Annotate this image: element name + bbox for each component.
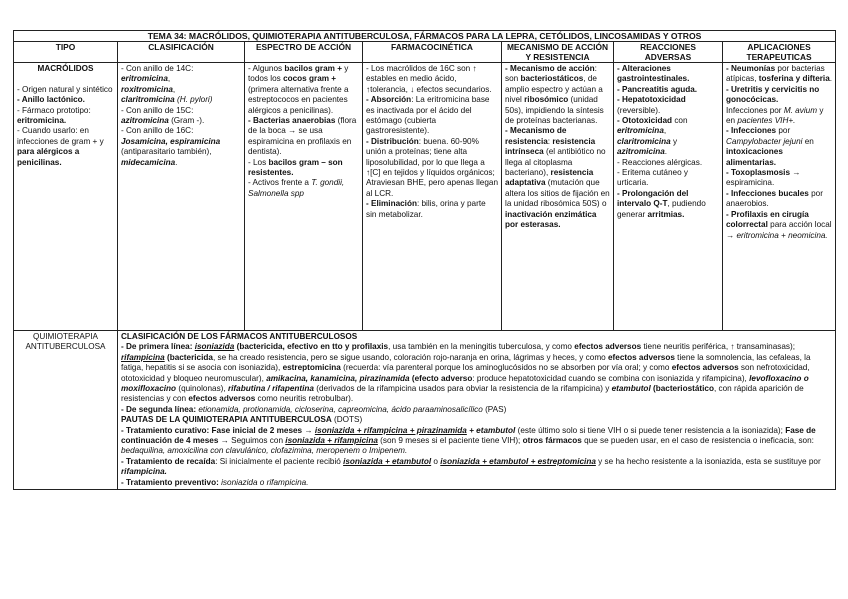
esp-italic: T. gondii, Salmonella spp <box>248 178 345 198</box>
page-title: TEMA 34: MACRÓLIDOS, QUIMIOTERAPIA ANTITUBERCULOSA, FÁRMACOS PARA LA LEPRA, CETÓLIDOS, LINCOSAMIDAS Y OTROS <box>14 31 836 42</box>
tb-tratamiento-preventivo <box>121 478 832 488</box>
cell-aplicaciones-macrolidos: - Neumonías por bacterias atípicas, tosferina y difteria. - Uretritis y cervicitis no gonocócicas. Infecciones por M. avium y en pacientes VIH+. - Infecciones por Campylobacter jejuni en intoxicaciones alimentarias. - Toxoplasmosis → espiramicina. - Infecciones bucales por anaerobios. - Profilaxis en cirugía colorrectal para acción local → eritromicina + neomicina. <box>723 63 836 331</box>
apl-text: por anaerobios. <box>726 188 823 209</box>
esp-text: (flora de la boca → se usa espiramicina en profilaxis en dentista). <box>248 116 357 157</box>
drug-name: isoniazida o rifampicina. <box>221 477 309 487</box>
esp-bold: bacilos gram <box>268 157 319 167</box>
drug-name: + etambutol <box>469 425 516 435</box>
cell-tipo-macrolidos <box>14 63 118 331</box>
tb-bold: tto y profilaxis <box>332 342 389 352</box>
apl-bold: - Uretritis y cervicitis no gonocócicas. <box>726 84 820 105</box>
reac-bold: - Ototoxicidad <box>617 116 673 126</box>
apl-bold: - Profilaxis en cirugía colorrectal <box>726 209 809 230</box>
tb-text: : produce hepatotoxicidad cuando se combina con isoniazida y rifampicina), <box>472 373 747 383</box>
tipo-line: - Fármaco prototipo: <box>17 105 91 115</box>
farm-bold: - Absorción <box>366 95 412 105</box>
esp-text: - Activos frente a <box>248 178 309 188</box>
reac-line: - Eritema cutáneo y urticaria. <box>617 168 688 188</box>
header-espectro: ESPECTRO DE ACCIÓN <box>245 42 363 63</box>
apl-text: y en <box>726 105 824 126</box>
tipo-line: - Anillo lactónico. <box>17 95 85 105</box>
tb-tratamiento-recaida <box>121 457 832 478</box>
drug-name: rifabutina / rifapentina <box>227 384 314 394</box>
tb-heading: PAUTAS DE LA QUIMIOTERAPIA ANTITUBERCULOSA <box>121 415 332 425</box>
mec-bold: bacteriostáticos <box>520 74 584 84</box>
tb-text: tiene neuritis periférica, ↑ transaminasas); <box>643 342 795 352</box>
mec-bold: resistencia intrínseca <box>505 136 596 157</box>
clas-line: - Con anillo de 15C: <box>121 105 194 115</box>
summary-table <box>13 30 836 490</box>
drug-name: azitromicina <box>617 147 665 157</box>
tb-bold: (bactericida, efectivo en <box>236 342 330 352</box>
mec-bold: resistencia adaptativa <box>505 168 594 188</box>
esp-bold: bacilos gram + <box>284 64 342 73</box>
tipo-prototype: eritromicina. <box>17 116 67 126</box>
drug-name: Josamicina, espiramicina <box>121 136 221 146</box>
header-reacciones: REACCIONES ADVERSAS <box>614 42 723 63</box>
tb-bold: (bacteriostático <box>653 384 714 394</box>
esp-bold: - Bacterias anaerobias <box>248 116 336 126</box>
cell-clasificacion-macrolidos: - Con anillo de 14C: eritromicina, roxitromicina, claritromicina (H. pylori) - Con anillo de 15C: azitromicina (Gram -). - Con anillo de 16C: Josamicina, espiramicina (antiparasitario también), midecamicina. <box>118 63 245 331</box>
tb-heading: CLASIFICACIÓN DE LOS FÁRMACOS ANTITUBERCULOSOS <box>121 332 358 341</box>
header-clasificacion: CLASIFICACIÓN <box>118 42 245 63</box>
header-farmacocinetica: FARMACOCINÉTICA <box>363 42 502 63</box>
reac-bold: - Prolongación del intervalo Q-T <box>617 188 689 209</box>
tb-label: - Tratamiento curativo: Fase inicial de 2 meses → <box>121 425 313 435</box>
tb-text: o <box>433 456 438 466</box>
drug-name: etambutol <box>611 384 651 394</box>
reac-line: - Reacciones alérgicas. <box>617 157 703 167</box>
tb-text: como neuritis retrobulbar). <box>257 394 354 404</box>
tb-text: tiene la somnolencia, las cefaleas, la fatiga, hepatitis si se asocia con isoniazida), <box>121 352 811 373</box>
apl-text: en <box>804 136 814 146</box>
clas-note: (antiparasitario también), <box>121 147 212 157</box>
tb-text: : Si inicialmente el paciente recibió <box>215 456 341 466</box>
tb-tratamiento-curativo <box>121 426 832 457</box>
apl-text: por <box>778 126 791 136</box>
tb-text: (recuerda: vía parenteral porque los aminoglucósidos no se absorben por vía oral; y como <box>343 363 670 373</box>
drug-name: isoniazida <box>194 342 235 352</box>
clas-line: - Con anillo de 16C: <box>121 126 194 136</box>
mec-text: , de amplio espectro y actúan a nivel <box>505 74 603 105</box>
table-row-antituberculosa <box>14 331 836 490</box>
apl-bold: - Infecciones bucales <box>726 188 809 198</box>
drug-name: etionamida, protionamida, cicloserina, capreomicina, ácido paraaminosalicílico <box>198 404 483 414</box>
tb-text: , con rápida aparición de resistencias y con <box>121 384 804 404</box>
esp-text: y todos los <box>248 64 349 84</box>
tb-text: y se ha hecho resistente a la isoniazida, esta se sustituye por <box>598 456 821 466</box>
tb-text: (son 9 meses si el paciente tiene VIH); <box>380 436 521 446</box>
tipo-line: - Cuando usarlo: en infecciones de gram + y <box>17 126 104 146</box>
header-mecanismo: MECANISMO DE ACCIÓN Y RESISTENCIA <box>502 42 614 63</box>
drug-name: eritromicina <box>121 74 168 84</box>
tb-bold: efectos adversos <box>188 394 256 404</box>
tipo-line: - Origen natural y sintético <box>17 84 113 94</box>
tb-bold: efectos adversos <box>574 342 642 352</box>
drug-name: isoniazida + rifampicina + pirazinamida <box>314 425 467 435</box>
mec-bold: - Mecanismo de acción <box>505 64 595 73</box>
drug-name: isoniazida + etambutol + estreptomicina <box>440 456 596 466</box>
reac-line: - Pancreatitis aguda. <box>617 84 698 94</box>
farm-bold: - Distribución <box>366 136 419 146</box>
esp-bold: – son resistentes. <box>248 157 343 178</box>
drug-name: bedaquilina, amoxicilina con clavulánico, clofazimina, meropenem o Imipenem. <box>121 446 408 456</box>
apl-italic: eritromicina + neomicina. <box>736 230 828 240</box>
drug-name: isoniazida + etambutol <box>343 456 432 466</box>
cell-espectro-macrolidos <box>245 63 363 331</box>
drug-name: roxitromicina <box>121 84 173 94</box>
drug-name: rifampicina. <box>121 467 167 477</box>
esp-bold: cocos gram + <box>283 74 337 84</box>
apl-text: → espiramicina. <box>726 168 801 188</box>
reac-bold: - Hepatotoxicidad <box>617 95 686 105</box>
reac-text: , pudiendo generar <box>617 199 706 219</box>
cell-farmacocinetica-macrolidos <box>363 63 502 331</box>
tb-text: , usa también en la meningitis tuberculosa, y como <box>388 342 572 352</box>
tipo-name: QUIMIOTERAPIA ANTITUBERCULOSA <box>25 332 106 352</box>
drug-name: midecamicina <box>121 157 176 167</box>
mec-text: (mutación que altera los sitios de fijación en la unidad ribosómica 50S) o <box>505 178 610 209</box>
tb-bold: Fase de continuación de 4 meses <box>121 425 816 446</box>
tb-text: , se ha creado resistencia, pero se sigue usando, coloración rojo-naranja en orina, lágrimas y heces, y como <box>212 352 606 362</box>
apl-bold: intoxicaciones alimentarias. <box>726 147 783 167</box>
tb-text: (DOTS) <box>334 415 363 425</box>
apl-italic: Campylobacter jejuni <box>726 136 803 146</box>
drug-name: isoniazida + rifampicina <box>285 436 378 446</box>
cell-tipo-tb <box>14 331 118 490</box>
clas-note: (H. pylori) <box>176 95 213 105</box>
mec-text: : <box>547 136 551 146</box>
tb-text: son nefrotoxicidad, ototoxicidad y bloqueo neuromuscular), <box>121 363 810 383</box>
esp-text: (primera alternativa frente a estreptococos en pacientes alérgicos a penicilinas). <box>248 84 349 115</box>
tipo-line: para alérgicos a penicilinas. <box>17 147 80 167</box>
apl-italic: pacientes VIH+. <box>737 116 796 126</box>
cell-mecanismo-macrolidos <box>502 63 614 331</box>
tb-bold: otros fármacos <box>522 436 582 446</box>
tb-segunda-linea <box>121 405 832 415</box>
drug-name: amikacina, kanamicina, pirazinamida <box>266 373 410 383</box>
apl-italic: M. avium <box>783 105 818 115</box>
table-row-macrolidos <box>14 63 836 331</box>
tb-bold: (efecto adverso <box>411 373 473 383</box>
farm-bold: - Eliminación <box>366 199 417 209</box>
mec-bold: - Mecanismo de resistencia <box>505 126 567 146</box>
farm-text: : bilis, orina y parte sin metabolizar. <box>366 199 486 219</box>
tb-label: - Tratamiento de recaída <box>121 456 216 466</box>
apl-bold: - Infecciones <box>726 126 777 136</box>
drug-name: levofloxacino o moxifloxacino <box>121 373 809 394</box>
mec-text: : son <box>505 64 597 84</box>
mec-text: (unidad 50s), impidiendo la síntesis de proteínas bacterianas. <box>505 95 604 126</box>
cell-reacciones-macrolidos: - Alteraciones gastrointestinales. - Pancreatitis aguda. - Hepatotoxicidad (reversible). - Ototoxicidad con eritromicina, claritromicina y azitromicina. - Reacciones alérgicas. - Eritema cutáneo y urticaria. - Prolongación del intervalo Q-T, pudiendo generar arritmias. <box>614 63 723 331</box>
drug-name: azitromicina <box>121 116 169 126</box>
tb-text: que se pueden usar, en el caso de resistencia o ineficacia, son: <box>584 436 814 446</box>
tipo-name: MACRÓLIDOS <box>37 64 94 73</box>
drug-name: estreptomicina <box>282 363 341 373</box>
reac-text: con <box>674 116 688 126</box>
tb-bold: efectos adversos <box>671 363 739 373</box>
apl-bold: tosferina y difteria <box>758 74 830 84</box>
mec-text: (el antibiótico no llega al citoplasma bacteriano), <box>505 147 606 178</box>
apl-text: por bacterias atípicas, <box>726 64 825 84</box>
apl-text: para acción local → <box>726 220 832 240</box>
apl-bold: - Neumonías <box>726 64 776 73</box>
cell-tb-content <box>118 331 836 490</box>
tb-pautas-heading <box>121 415 832 425</box>
reac-line: - Alteraciones gastrointestinales. <box>617 64 690 84</box>
apl-bold: - Toxoplasmosis <box>726 168 790 178</box>
farm-text: - Los macrólidos de 16C son ↑ estables en medio ácido, ↑tolerancia, ↓ efectos secundarios. <box>366 64 492 94</box>
tb-text: (quinolonas), <box>178 384 226 394</box>
apl-text: Infecciones por <box>726 105 782 115</box>
drug-name: eritromicina <box>617 126 664 136</box>
tb-primera-linea <box>121 342 832 404</box>
drug-name: claritromicina <box>617 136 671 146</box>
farm-text: : La eritromicina base es inactivada por el ácido del estómago (cubierta gastroresistente). <box>366 95 490 136</box>
tb-text: (PAS) <box>485 404 507 414</box>
header-tipo: TIPO <box>14 42 118 63</box>
drug-name: rifampicina <box>121 352 165 362</box>
tb-label: - Tratamiento preventivo: <box>121 477 219 487</box>
tb-label: - De primera línea: <box>121 342 193 352</box>
reac-bold: arritmias. <box>647 209 685 219</box>
reac-text: (reversible). <box>617 105 661 115</box>
drug-name: claritromicina <box>121 95 175 105</box>
tb-label: - De segunda línea: <box>121 404 197 414</box>
esp-text: - Los <box>248 157 267 167</box>
clas-note: (Gram -). <box>171 116 205 126</box>
tb-bold: (bactericida <box>166 352 213 362</box>
tb-text: (derivados de la rifampicina usados para obviar la resistencia de la rifampicina) y <box>316 384 610 394</box>
farm-text: : buena. 60-90% unión a proteínas; tiene alta liposolubilidad, por lo que llega a ↑[C] en tejidos y líquidos orgánicos; Atraviesan BHE, pero apenas llegan al LCR. <box>366 136 498 198</box>
clas-line: - Con anillo de 14C: <box>121 64 194 73</box>
mec-bold: inactivación enzimática por esterasas. <box>505 209 597 230</box>
header-aplicaciones: APLICACIONES TERAPEUTICAS <box>723 42 836 63</box>
mec-bold: ribosómico <box>524 95 569 105</box>
tb-bold: efectos adversos <box>607 352 675 362</box>
esp-text: - Algunos <box>248 64 283 73</box>
tb-text: → Seguimos con <box>220 436 284 446</box>
tb-text: (este último solo si tiene VIH o si puede tener resistencia a la isoniazida); <box>517 425 783 435</box>
